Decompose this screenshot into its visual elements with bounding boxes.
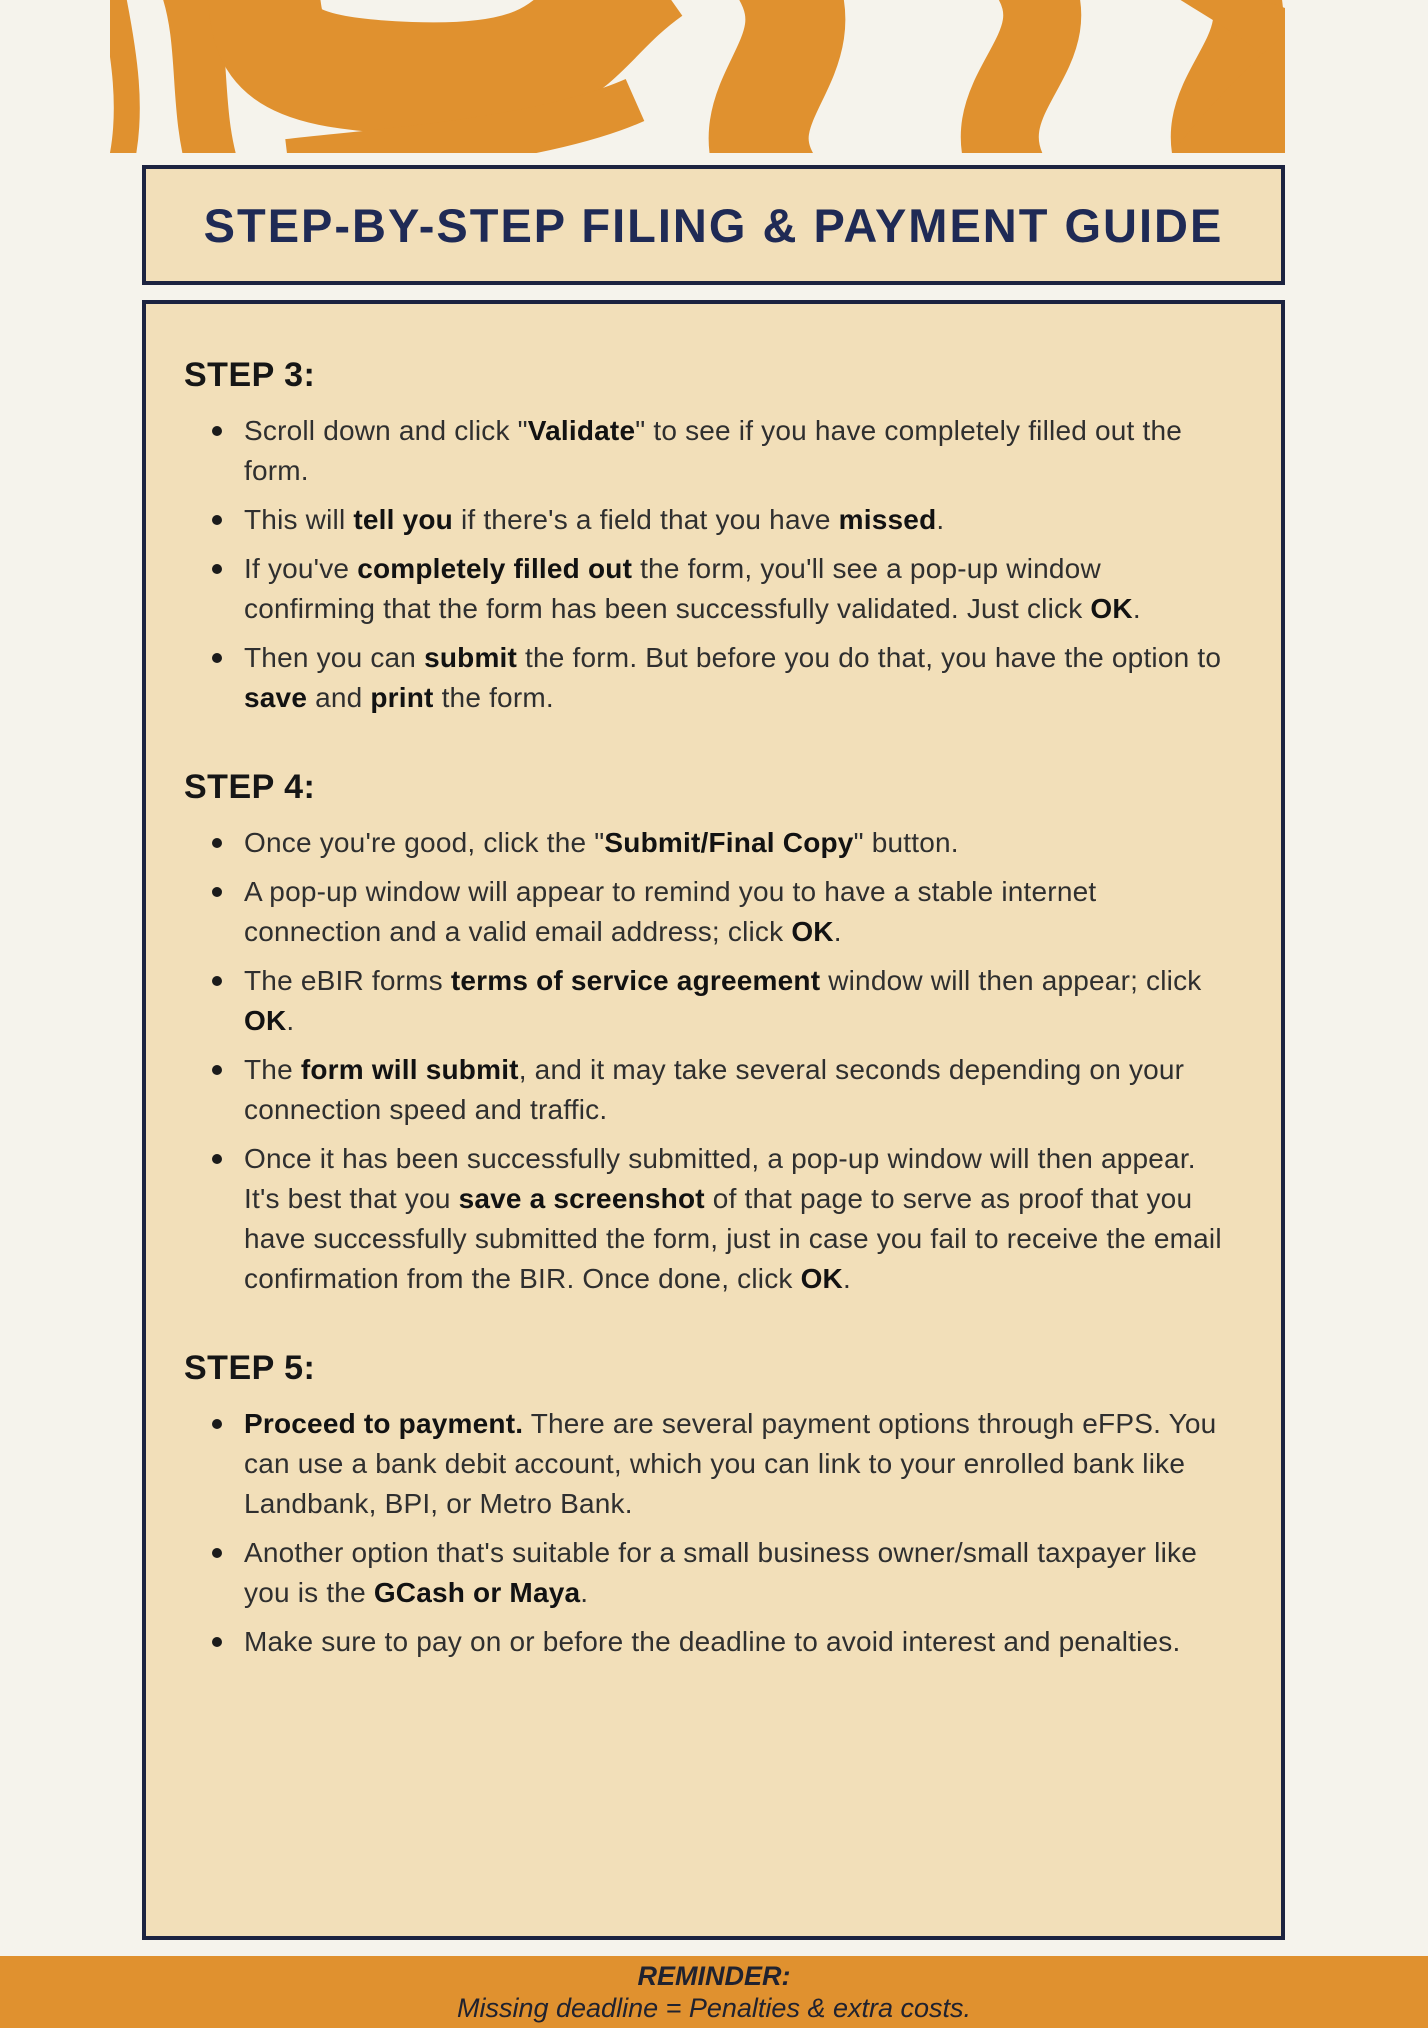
bullet-bold-text: Validate: [527, 415, 636, 446]
step-section: [184, 1349, 1229, 1662]
bullet-list: [212, 823, 1229, 1299]
bullet-text: The eBIR forms terms of service agreement window will then appear; click OK.: [244, 965, 1202, 1036]
bullet-bold-text: OK: [244, 1005, 287, 1036]
bullet-bold-text: GCash or Maya: [373, 1577, 581, 1608]
bullet-bold-text: OK: [1090, 593, 1133, 624]
bullet-dot-icon: [212, 976, 222, 986]
step-heading: STEP 3:: [184, 356, 316, 394]
bullet-text: Once it has been successfully submitted, a pop-up window will then appear. It's best that you save a screenshot of that page to serve as proof that you have successfully submitted the form, just in case you fail to receive the email confirmation from the BIR. Once done, click OK.: [244, 1143, 1222, 1294]
reminder-text: Missing deadline = Penalties & extra costs.: [456, 1993, 971, 2023]
reminder-footer: [0, 1956, 1428, 2028]
bullet-dot-icon: [212, 426, 222, 436]
bullet-item: [212, 549, 1229, 629]
bullet-bold-text: tell you: [353, 504, 453, 535]
bullet-text: Once you're good, click the "Submit/Final Copy" button.: [244, 827, 959, 858]
step-section: [184, 356, 1229, 718]
bullet-text: Make sure to pay on or before the deadline to avoid interest and penalties.: [244, 1626, 1181, 1657]
bullet-item: [212, 823, 1229, 863]
step-section: [184, 768, 1229, 1299]
bullet-dot-icon: [212, 564, 222, 574]
bullet-bold-text: missed: [838, 504, 937, 535]
bullet-item: [212, 638, 1229, 718]
steps-container: [184, 356, 1229, 1662]
wave-stripe: [260, 0, 650, 78]
bullet-bold-text: submit: [424, 642, 518, 673]
bullet-item: [212, 411, 1229, 491]
bullet-bold-text: terms of service agreement: [450, 965, 821, 996]
step-heading: STEP 5:: [184, 1349, 316, 1387]
bullet-dot-icon: [212, 887, 222, 897]
bullet-list: [212, 411, 1229, 718]
bullet-text: Scroll down and click "Validate" to see if you have completely filled out the form.: [244, 415, 1182, 486]
bullet-item: [212, 872, 1229, 952]
step-heading: STEP 4:: [184, 768, 316, 806]
bullet-item: [212, 1533, 1229, 1613]
bullet-text: The form will submit, and it may take several seconds depending on your connection speed and traffic.: [244, 1054, 1185, 1125]
bullet-dot-icon: [212, 1548, 222, 1558]
bullet-dot-icon: [212, 1065, 222, 1075]
bullet-item: [212, 1050, 1229, 1130]
bullet-bold-text: save: [244, 682, 308, 713]
bullet-text: This will tell you if there's a field that you have missed.: [244, 504, 945, 535]
bullet-text: Then you can submit the form. But before you do that, you have the option to save and print the form.: [244, 642, 1222, 713]
wave-stripe: [186, 0, 214, 153]
bullet-item: [212, 500, 1229, 540]
wave-stripe: [112, 0, 127, 153]
bullet-dot-icon: [212, 1419, 222, 1429]
bullet-bold-text: print: [370, 682, 434, 713]
bullet-dot-icon: [212, 838, 222, 848]
bullet-list: [212, 1404, 1229, 1662]
reminder-label: REMINDER:: [637, 1961, 791, 1991]
bullet-text: Proceed to payment. There are several payment options through eFPS. You can use a bank debit account, which you can link to your enrolled bank like Landbank, BPI, or Metro Bank.: [244, 1408, 1217, 1519]
bullet-bold-text: completely filled out: [357, 553, 633, 584]
bullet-bold-text: form will submit: [300, 1054, 519, 1085]
bullet-text: Another option that's suitable for a small business owner/small taxpayer like you is the GCash or Maya.: [244, 1537, 1197, 1608]
banner-wave-pattern: [110, 0, 1285, 153]
content-box: [142, 300, 1285, 1940]
bullet-bold-text: OK: [791, 916, 834, 947]
bullet-dot-icon: [212, 1637, 222, 1647]
bullet-item: [212, 1622, 1229, 1662]
bullet-item: [212, 1404, 1229, 1524]
wave-stripe: [1000, 0, 1042, 153]
wave-stripe: [759, 0, 796, 153]
bullet-dot-icon: [212, 1154, 222, 1164]
bullet-text: A pop-up window will appear to remind you to have a stable internet connection and a valid email address; click OK.: [244, 876, 1097, 947]
page-title: STEP-BY-STEP FILING & PAYMENT GUIDE: [203, 198, 1224, 252]
bullet-bold-text: Proceed to payment.: [244, 1408, 524, 1439]
bullet-text: If you've completely filled out the form, you'll see a pop-up window confirming that the form has been successfully validated. Just click OK.: [244, 553, 1141, 624]
title-box: [142, 165, 1285, 285]
bullet-dot-icon: [212, 515, 222, 525]
bullet-bold-text: Submit/Final Copy: [604, 827, 854, 858]
bullet-item: [212, 1139, 1229, 1299]
bullet-bold-text: save a screenshot: [458, 1183, 705, 1214]
bullet-dot-icon: [212, 653, 222, 663]
bullet-bold-text: OK: [800, 1263, 843, 1294]
bullet-item: [212, 961, 1229, 1041]
